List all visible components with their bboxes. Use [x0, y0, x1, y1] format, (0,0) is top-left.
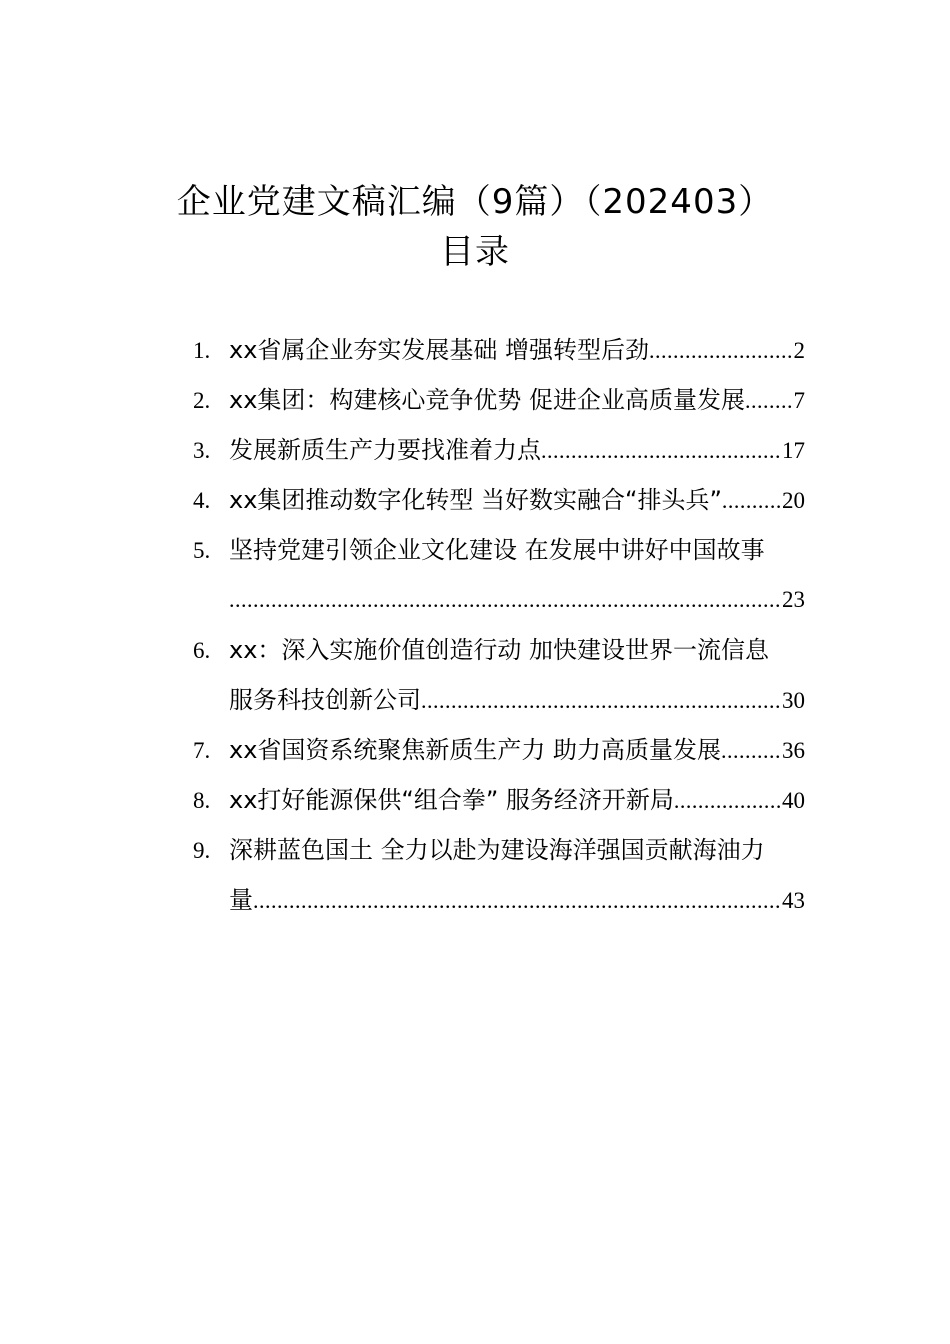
toc-entry-title[interactable]: 发展新质生产力要找准着力点: [229, 436, 541, 464]
toc-entry-4[interactable]: [193, 480, 805, 530]
dot-leader: [674, 781, 781, 821]
toc-entry-page: 40: [782, 788, 805, 813]
toc-entry-title[interactable]: xx省属企业夯实发展基础 增强转型后劲: [229, 336, 650, 364]
toc-entry-number: 8.: [193, 788, 211, 813]
toc-entry-page: 2: [793, 338, 805, 363]
toc-heading: 目录: [440, 232, 510, 272]
toc-entry-title[interactable]: xx集团：构建核心竞争优势 促进企业高质量发展: [229, 386, 746, 414]
toc-entry-page: 20: [782, 488, 805, 513]
dot-leader: [253, 881, 781, 921]
toc-entry-number: 7.: [193, 738, 211, 763]
toc-entry-6[interactable]: [193, 630, 805, 730]
toc-entry-9[interactable]: [193, 830, 805, 930]
toc-entry-number: 1.: [193, 338, 211, 363]
dot-leader: [722, 481, 781, 521]
toc-entry-page: 43: [782, 888, 805, 913]
toc-entry-page: 7: [793, 388, 805, 413]
dot-leader: [541, 431, 781, 471]
toc-entry-page: 36: [782, 738, 805, 763]
table-of-contents: [193, 330, 805, 930]
toc-entry-title[interactable]: xx集团推动数字化转型 当好数实融合“排头兵”: [229, 486, 722, 514]
toc-entry-title-continued[interactable]: 量: [229, 886, 253, 914]
dot-leader: [745, 381, 792, 421]
dot-leader: [721, 731, 781, 771]
toc-entry-number: 5.: [193, 538, 211, 563]
toc-entry-title[interactable]: xx：深入实施价值创造行动 加快建设世界一流信息: [229, 636, 770, 664]
toc-entry-title[interactable]: 深耕蓝色国土 全力以赴为建设海洋强国贡献海油力: [229, 836, 765, 864]
toc-entry-2[interactable]: [193, 380, 805, 430]
toc-entry-title[interactable]: xx打好能源保供“组合拳” 服务经济开新局: [229, 786, 674, 814]
toc-entry-7[interactable]: [193, 730, 805, 780]
toc-entry-5[interactable]: [193, 530, 805, 630]
document-title: 企业党建文稿汇编（9篇）（202403）: [176, 182, 774, 222]
toc-entry-page: 30: [782, 688, 805, 713]
dot-leader: [649, 331, 792, 371]
dot-leader: [229, 580, 781, 620]
toc-entry-number: 4.: [193, 488, 211, 513]
toc-entry-title[interactable]: xx省国资系统聚焦新质生产力 助力高质量发展: [229, 736, 722, 764]
toc-entry-3[interactable]: [193, 430, 805, 480]
toc-entry-number: 2.: [193, 388, 211, 413]
toc-entry-title-continued[interactable]: 服务科技创新公司: [229, 686, 421, 714]
toc-entry-page: 17: [782, 438, 805, 463]
toc-entry-page: 23: [782, 587, 805, 612]
toc-entry-number: 9.: [193, 838, 211, 863]
toc-entry-title[interactable]: 坚持党建引领企业文化建设 在发展中讲好中国故事: [229, 536, 765, 564]
dot-leader: [421, 681, 781, 721]
toc-entry-8[interactable]: [193, 780, 805, 830]
toc-entry-number: 6.: [193, 638, 211, 663]
toc-entry-1[interactable]: [193, 330, 805, 380]
toc-entry-number: 3.: [193, 438, 211, 463]
